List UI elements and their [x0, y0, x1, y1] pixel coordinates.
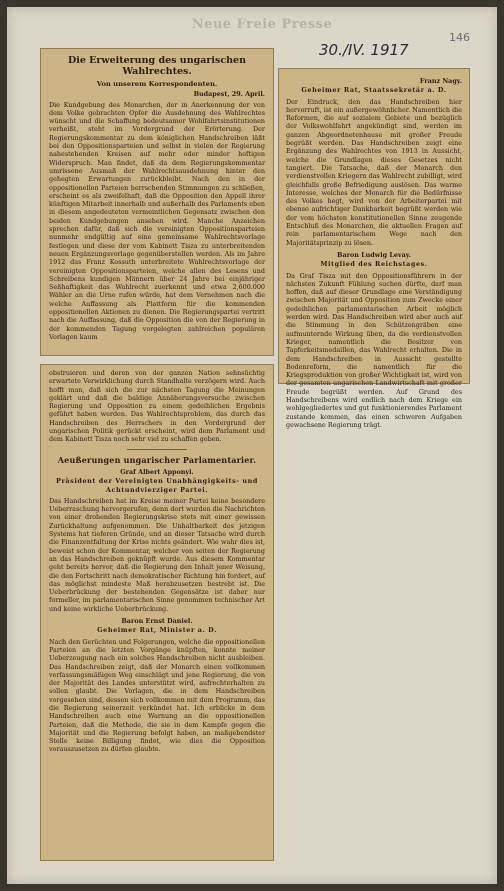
clipping-right-column — [278, 68, 470, 429]
clipping-article-continued — [40, 364, 274, 861]
speaker-levay-statement: Da Graf Tisza mit den Oppositionsführern in der nächsten Zukunft Fühlung suchen dürfte, darf man hoffen, daß auf dieser Grundlage eine Verständigung zwischen Majorität und Opposition zum Zwecke einer gedeihlichen parlamentarischen Arbeit möglich werden wird. Das Handschreiben wird aber auch auf die Stimmung in den Schützengräben eine aufmunternde Wirkung üben, da die verdienstvollen Krieger, namentlich die Besitzer von Tapferkeitsmedaillen, das Wahlrecht erhalten. Die in dem Handschreiben in Aussicht gestellte Bodenreform, die namentlich für die Kriegsproduktion von großer Wichtigkeit ist, wird von der gesamten ungarischen Landwirtschaft mit großer Freude begrüßt werden. Auf Grund des Handschreibens wird endlich nach dem Kriege ein wohlgegliedertes und gut funktionierendes Parlament zustande kommen, das einen schweren Aufgaben gewachsene Regierung trägt. — [286, 271, 462, 429]
speaker-nagy-name: Franz Nagy. — [419, 77, 462, 85]
speaker-nagy-role: Geheimer Rat, Staatssekretär a. D. — [301, 86, 447, 95]
newspaper-masthead: Neue Freie Presse — [191, 17, 333, 32]
section-divider — [127, 449, 187, 450]
handwritten-date: 30./IV. 1917 — [319, 41, 409, 59]
speaker-levay-name: Baron Ludwig Levay. — [337, 250, 411, 259]
speaker-levay-role: Mitglied des Reichstages. — [320, 260, 428, 269]
article-title: Die Erweiterung des ungarischen Wahlrechtes. — [67, 55, 247, 77]
section-heading: Aeußerungen ungarischer Parlamentarier. — [57, 454, 257, 465]
speaker-daniel-role: Geheimer Rat, Minister a. D. — [97, 626, 217, 635]
speaker-apponyi-statement: Das Handschreiben hat im Kreise meiner Partei keine besondere Ueberraschung hervorgerufen, denn dort wurden die Nachrichten von einer drohenden Regierungskrise stets mit einer gewissen Zurückhaltung aufgenommen. Die Unhaltbarkeit des jetzigen Systems hat tieferen Gründe, und an dieser Tatsache wird durch die Finanzentfaltung der Krise nichts geändert. Wie wahr dies ist, beweist schon der Kommentar, welcher von seiten der Regierung an das Handschreiben geknüpft wurde. Aus diesem Kommentar geht bereits hervor, daß die Regierung den Inhalt jener Weisung, die den Fortschritt nach demokratischer Richtung hin fordert, auf das möglichst mindeste Maß herabzusetzen bestrebt ist. Die Ueberbrückung der bestehenden Gegensätze ist daher nur formeller, im parlamentarischen Sinne genommen technischer Art und keine wirkliche Ueberbrückung. — [49, 496, 265, 613]
clipping-article-top — [40, 48, 274, 356]
article-byline: Von unserem Korrespondenten. — [96, 80, 218, 88]
speaker-apponyi-role: Präsident der Vereinigten Unabhängigkeits- und Achtundvierziger Partei. — [56, 477, 258, 494]
speaker-daniel-statement: Nach den Gerüchten und Folgerungen, welche die oppositionellen Parteien an die letzten Vorgänge knüpften, konnte meiner Ueberzeugung nach ein solches Handschreiben nicht ausbleiben. Das Handschreiben zeigt, daß der Monarch einen vollkommen verfassungsmäßigen Weg einschlägt und jene Regierung, die von der Majorität des Landes unterstützt wird, aufrechterhalten zu sollen glaubt. Die Vorlagen, die in dem Handschreiben vorgesehen sind, dessen sich vollkommen mit dem Programm, das die Regierung seinerzeit verkündet hat. Ich erblicke in dem Handschreiben auch eine Warnung an die oppositionellen Parteien, daß die Methode, die sie in dem Kampfe gegen die Majorität und die Regierung befolgt haben, an maßgebendster Stelle keine Billigung findet, wie dies die Opposition vorauszusetzen zu dürfen glaubte. — [49, 637, 265, 754]
speaker-nagy-statement: Der Eindruck, den das Handschreiben hier hervorruft, ist ein außergewöhnlicher. Namentlich die Reformen, die auf sozialem Gebiete und bezüglich der Volkswohlfahrt angekündigt sind, werden im ganzen Abgeordnetenhause mit großer Freude begrüßt werden. Das Handschreiben zeigt eine Ergänzung des Wahlrechtes von 1913 in Aussicht, welche die Grundlagen dieses Gesetzes nicht tangiert. Die Tatsache, daß der Monarch den verdienstvollen Kriegern das Wahlrecht zubilligt, wird gleichfalls große Befriedigung auslösen. Das warme Interesse, welches der Monarch für die Bedürfnisse des Volkes hegt, wird von der Arbeiterpartei mit ebenso aufrichtiger Dankbarkeit begrüßt werden wie der vom höchsten konstitutionellen Sinne zeugende Entschluß des Monarchen, die aktuellen Fragen auf rein parlamentarischem Wege nach den Majoritätsprinzip zu lösen. — [286, 97, 462, 247]
page-number: 146 — [449, 31, 470, 44]
article-body-part2: obstruieren und deren von der ganzen Nation sehnsüchtig erwartete Verwirklichung durch Standhalte verzögern wird. Auch hofft man, daß sich die zur nächsten Tagung die Meinungen geklärt und daß die baldige Annäherungsversuche zwischen Regierung und Opposition zu einem gedeihlichen Ergebnis geführt haben werden. Das Wahlrechtsproblem, das durch das Handschreiben des Herrschers in den Vordergrund der ungarischen Politik gerückt erscheint, wird dem Parlament und dem Kabinett Tisza noch sehr viel zu schaffen geben. — [49, 369, 265, 444]
article-dateline: Budapest, 29. April. — [193, 90, 265, 99]
article-body-part1: Die Kundgebung des Monarchen, der in Anerkennung der von dem Volke gebrachten Opfer die Ausdehnung des Wahlrechtes wünscht und die Schaffung bedeutsamer Wohlfahrtsinstitutionen verheißt, steht im Vordergrund der Erörterung. Der Regierungskommentar zu dem königlichen Handschreiben läßt bei den Oppositionsparteien und selbst in vielen der Regierung nahestehenden Kreisen auf mehr oder minder heftigen Widerspruch. Man findet, daß da dem Regierungskommentar umrissene Ausmaß der Wahlrechtsausdehnung hinter den gehegten Erwartungen zurückbleibt. Nach den in der oppositionellen Parteien herrschenden Stimmungen zu schließen, erscheint es als zweifelhaft, daß die Opposition den Appell ihrer künftigen Mitarbeit innerhalb und außerhalb des Parlaments eben in diesem angedeuteten vermeintlichen Gegensatz zwischen den beiden Kundgebungen ansehen wird. Manche Anzeichen sprechen dafür, daß sich die vereinigten Oppositionsparteien nunmehr endgültig auf eine gemeinsame Wahlrechtsvorlage festlegen und diese der vom Kabinett Tisza zu unterbreitenden neuen Ergänzungsvorlage gegenüberstellen werden. Als im Jahre 1912 das Franz Kossuth unterbreitete Wahlrechtsvorlage der vereinigten Oppositionsparteien, welche allen des Lesens und Schreibens kundigen Männern über 24 Jahre bei einjähriger Seßhaftigkeit das Wahlrecht zuerkennt und etwa 2,600.000 Wähler an die Urne rufen würde, hat dem Vernehmen nach die welche Auffassung als Plattform für die kommenden oppositionellen Aktionen zu dienen. Die Regierungspartei vertritt nach die Auffassung, daß die Opposition die von der Regierung in der kommenden Tagung vorgelegten zahlreichen populären Vorlagen kaum — [49, 100, 265, 341]
speaker-apponyi-name: Graf Albert Apponyi. — [120, 467, 194, 476]
speaker-daniel-name: Baron Ernst Daniel. — [121, 617, 193, 626]
